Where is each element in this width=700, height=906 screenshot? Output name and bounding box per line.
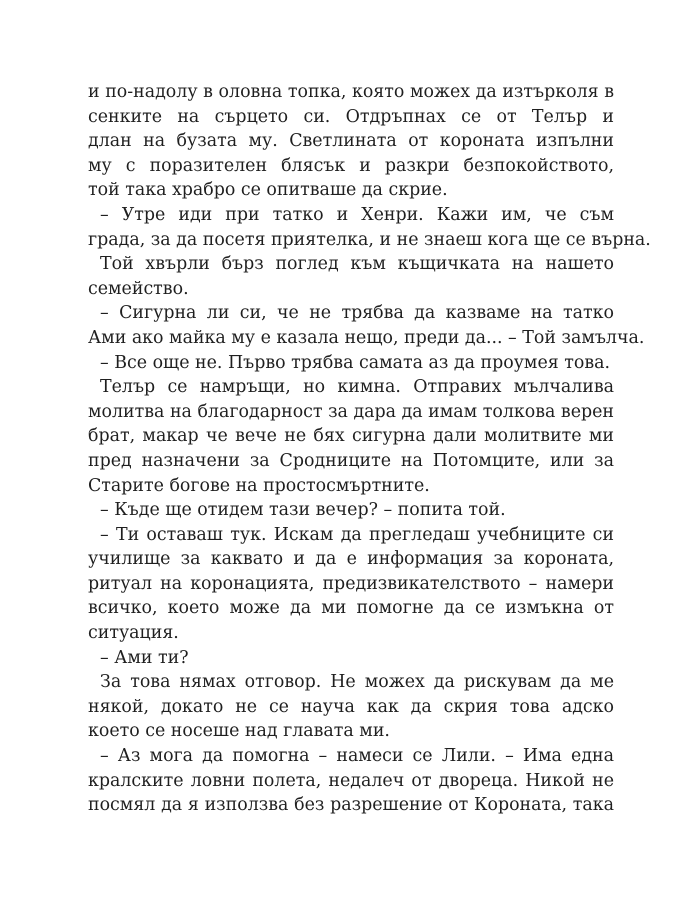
- text-line: – Аз мога да помогна – намеси се Лили. – Има една: [100, 746, 614, 767]
- text-line: – Ти оставаш тук. Искам да прегледаш учебниците си: [100, 524, 614, 545]
- page-text: [88, 80, 651, 818]
- paragraph: [88, 351, 614, 376]
- text-line: – Къде ще отидем тази вечер? – попита той.: [100, 500, 506, 521]
- text-line: Старите богове на простосмъртните.: [88, 475, 430, 496]
- text-line: му с поразителен блясък и разкри безпокойството,: [88, 155, 614, 176]
- paragraph: [88, 670, 614, 744]
- text-line: – Утре иди при татко и Хенри. Кажи им, че съм: [100, 204, 614, 225]
- text-line: училище за каквато и да е информация за короната,: [88, 549, 614, 570]
- text-line: [88, 695, 614, 720]
- text-line: – Ами ти?: [100, 647, 189, 668]
- paragraph: [88, 252, 614, 301]
- text-line: кралските ловни полета, недалеч от двореца. Никой не: [88, 770, 614, 791]
- paragraph: [88, 301, 645, 350]
- text-line: ситуация.: [88, 623, 179, 644]
- text-line: – Сигурна ли си, че не трябва да казваме на татко: [100, 303, 614, 324]
- text-line: За това нямах отговор. Не можех да рискувам да ме: [100, 672, 614, 693]
- text-line: семейство.: [88, 278, 189, 299]
- text-line-part: някой, докато не се науча как да скрия това адско: [88, 696, 614, 717]
- text-line: длан на бузата му. Светлината от короната изпълни: [88, 131, 614, 152]
- text-line: посмял да я използва без разрешение от Короната, така: [88, 795, 614, 816]
- text-line: и по-надолу в оловна топка, която можех да изтърколя в: [88, 82, 614, 102]
- paragraph: [88, 375, 614, 498]
- text-line: Ами ако майка му е казала нещо, преди да... – Той замълча.: [88, 327, 645, 348]
- paragraph: [88, 80, 614, 203]
- text-line: сенките на сърцето си. Отдръпнах се от Телър и: [88, 106, 614, 127]
- text-line: ритуал на коронацията, предизвикателството – намери: [88, 573, 614, 594]
- paragraph: [88, 498, 614, 523]
- text-line: града, за да посетя приятелка, и не знаеш кога ще се върна.: [88, 229, 651, 250]
- text-line: Телър се намръщи, но кимна. Отправих мълчалива: [100, 377, 614, 398]
- paragraph: [88, 523, 614, 646]
- text-line: брат, макар че вече не бях сигурна дали молитвите ми: [88, 426, 614, 447]
- text-line: той така храбро се опитваше да скрие.: [88, 180, 448, 201]
- text-line: всичко, което може да ми помогне да се измъкна от: [88, 598, 614, 619]
- paragraph: [88, 203, 651, 252]
- text-line: което се носеше над главата ми.: [88, 721, 390, 742]
- paragraph: [88, 646, 614, 671]
- paragraph: [88, 744, 614, 818]
- text-line: Той хвърли бърз поглед към къщичката на нашето: [100, 254, 614, 275]
- text-line: пред назначени за Сродниците на Потомците, или за: [88, 450, 614, 471]
- text-line: – Все още не. Първо трябва самата аз да проумея това.: [100, 352, 611, 373]
- text-line: молитва на благодарност за дара да имам толкова верен: [88, 401, 614, 422]
